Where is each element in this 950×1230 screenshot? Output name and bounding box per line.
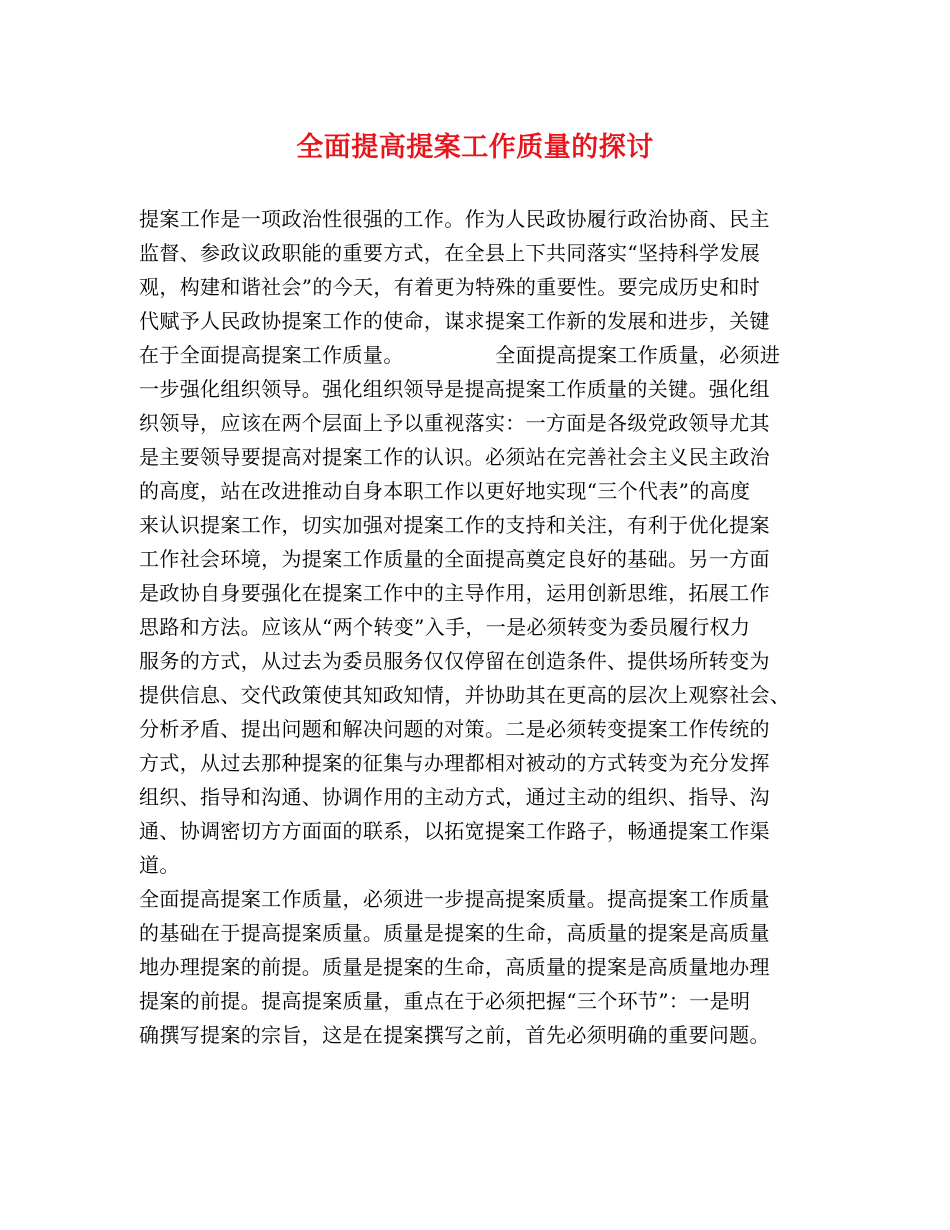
body-line: 组织、指导和沟通、协调作用的主动方式，通过主动的组织、指导、沟 [139, 785, 770, 809]
body-line: 全面提高提案工作质量，必须进一步提高提案质量。提高提案工作质量 [139, 887, 770, 911]
body-line: 在于全面提高提案工作质量。 全面提高提案工作质量，必须进 [139, 343, 781, 367]
body-line: 道。 [139, 853, 180, 877]
body-line: 观，构建和谐社会”的今天，有着更为特殊的重要性。要完成历史和时 [139, 275, 761, 299]
body-line: 提供信息、交代政策使其知政知情，并协助其在更高的层次上观察社会、 [139, 683, 791, 707]
body-line: 工作社会环境，为提案工作质量的全面提高奠定良好的基础。另一方面 [139, 547, 770, 571]
body-line: 是政协自身要强化在提案工作中的主导作用，运用创新思维，拓展工作 [139, 581, 770, 605]
body-line: 确撰写提案的宗旨，这是在提案撰写之前，首先必须明确的重要问题。 [139, 1023, 770, 1047]
body-line: 的基础在于提高提案质量。质量是提案的生命，高质量的提案是高质量 [139, 921, 770, 945]
body-line: 一步强化组织领导。强化组织领导是提高提案工作质量的关键。强化组 [139, 377, 770, 401]
body-line: 通、协调密切方方面面的联系，以拓宽提案工作路子，畅通提案工作渠 [139, 819, 770, 843]
body-line: 提案的前提。提高提案质量，重点在于必须把握“三个环节”：一是明 [139, 989, 751, 1013]
body-line: 服务的方式，从过去为委员服务仅仅停留在创造条件、提供场所转变为 [139, 649, 770, 673]
body-line: 的高度，站在改进推动自身本职工作以更好地实现“三个代表”的高度 [139, 479, 751, 503]
document-body [139, 202, 839, 1052]
body-line: 监督、参政议政职能的重要方式，在全县上下共同落实“坚持科学发展 [139, 241, 761, 265]
body-line: 是主要领导要提高对提案工作的认识。必须站在完善社会主义民主政治 [139, 445, 770, 469]
body-line: 来认识提案工作，切实加强对提案工作的支持和关注，有利于优化提案 [139, 513, 770, 537]
body-line: 地办理提案的前提。质量是提案的生命，高质量的提案是高质量地办理 [139, 955, 770, 979]
document-title: 全面提高提案工作质量的探讨 [296, 132, 654, 163]
body-line: 代赋予人民政协提案工作的使命，谋求提案工作新的发展和进步，关键 [139, 309, 770, 333]
body-line: 方式，从过去那种提案的征集与办理都相对被动的方式转变为充分发挥 [139, 751, 770, 775]
body-line: 思路和方法。应该从“两个转变”入手，一是必须转变为委员履行权力 [139, 615, 751, 639]
body-line: 织领导，应该在两个层面上予以重视落实：一方面是各级党政领导尤其 [139, 411, 770, 435]
body-line: 提案工作是一项政治性很强的工作。作为人民政协履行政治协商、民主 [139, 207, 770, 231]
body-line: 分析矛盾、提出问题和解决问题的对策。二是必须转变提案工作传统的 [139, 717, 770, 741]
